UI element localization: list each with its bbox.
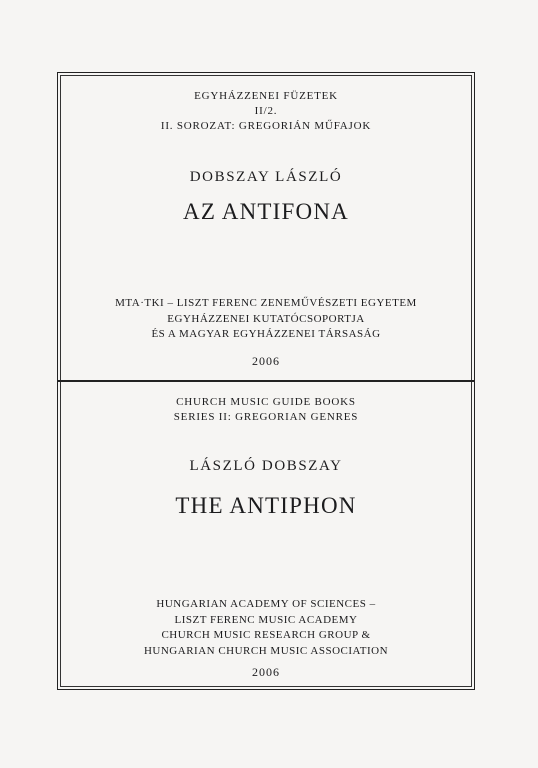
hu-year: 2006 (252, 354, 280, 368)
hu-title: AZ ANTIFONA (183, 199, 349, 224)
en-series-subtitle: SERIES II: GREGORIAN GENRES (173, 411, 359, 423)
en-publisher-line: HUNGARIAN CHURCH MUSIC ASSOCIATION (143, 644, 389, 657)
en-publisher-line: HUNGARIAN ACADEMY OF SCIENCES – (156, 598, 376, 610)
hu-series-line: EGYHÁZZENEI FÜZETEK (194, 90, 338, 102)
hu-series-block (58, 89, 474, 134)
en-publisher-line: CHURCH MUSIC RESEARCH GROUP & (161, 629, 371, 641)
hu-publisher-line: ÉS A MAGYAR EGYHÁZZENEI TÁRSASÁG (151, 328, 381, 340)
en-publisher-line: LISZT FERENC MUSIC ACADEMY (174, 613, 358, 626)
en-title: THE ANTIPHON (175, 493, 357, 518)
hu-publisher-line: EGYHÁZZENEI KUTATÓCSOPORTJA (167, 312, 365, 325)
hu-publisher-line: MTA·TKI – LISZT FERENC ZENEMŰVÉSZETI EGYETEM (115, 297, 417, 309)
hu-series-subtitle: II. SOROZAT: GREGORIÁN MŰFAJOK (160, 120, 372, 132)
section-divider (58, 380, 474, 382)
hu-publisher-block (58, 296, 474, 343)
hu-author: DOBSZAY LÁSZLÓ (189, 169, 343, 185)
cover-frame (57, 72, 475, 690)
en-year: 2006 (252, 665, 280, 679)
en-author: LÁSZLÓ DOBSZAY (189, 458, 343, 474)
en-series-block (58, 395, 474, 425)
hu-series-number: II/2. (254, 105, 278, 117)
en-series-line: CHURCH MUSIC GUIDE BOOKS (176, 396, 356, 408)
en-publisher-block (58, 597, 474, 659)
